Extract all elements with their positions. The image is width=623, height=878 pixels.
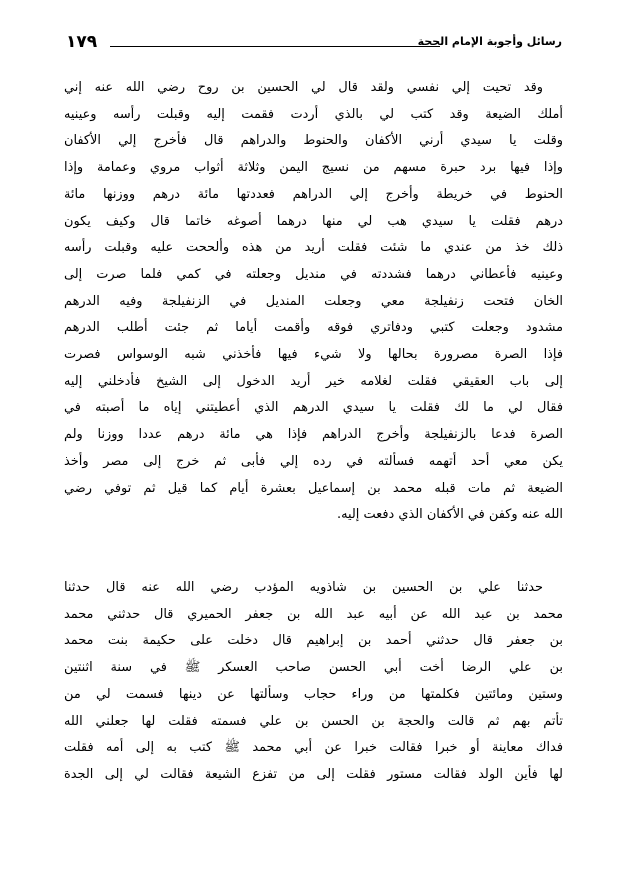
- text-line: إلى باب العقيقي فقلت لغلامه خير أريد الدخول إلى الشيخ فأدخلني إليه: [64, 373, 563, 389]
- header-rule: [110, 46, 440, 47]
- text-line: مشدود وجعلت كتبي ودفاتري فوقه وأقمت أياما ثم جئت أطلب الدرهم: [64, 320, 563, 336]
- text-line: محمد بن عبد الله عن أبيه عبد الله بن جعفر الحميري قال حدثني محمد: [64, 606, 563, 622]
- paragraph-1: [64, 75, 563, 529]
- text-line: الله عنه وكفن في الأكفان الذي دفعت إليه.: [336, 507, 563, 523]
- text-line: الضيعة ثم مات قبله محمد بن إسماعيل بعشرة أيام كما قيل ثم توفي رضي: [64, 480, 563, 496]
- text-line: وإذا فيها برد حبرة مسهم من نسيج اليمن وثلاثة أثواب مروي وعمامة وإذا: [64, 160, 563, 176]
- running-header: [66, 34, 562, 56]
- text-line: الخان فتحت زنفيلجة معي وجعلت المنديل في الزنفيلجة وفيه الدرهم: [64, 293, 563, 309]
- text-line: تأتم بهم ثم قالت والحجة بن الحسن بن علي فسمته فقلت لها جعلني الله: [64, 713, 563, 729]
- text-line: يكن معي أحد أتهمه فسألته في رده إلي فأبى ثم خرج إلى مصر وأخذ: [64, 453, 563, 469]
- text-line: لها فأين الولد فقالت مستور فقلت إلى من تفزع الشيعة فقالت لي إلى الجدة: [64, 766, 563, 782]
- text-line: أملك الضيعة وقد كتب لي بالذي أردت فقمت إليه وقبلت رأسه وعينيه: [64, 106, 563, 122]
- page-number: ١٧٩: [66, 32, 98, 52]
- text-line: بن علي الرضا أخت أبي الحسن صاحب العسكر ﷺ في سنة اثنتين: [64, 660, 563, 676]
- text-line: بن جعفر قال حدثني أحمد بن إبراهيم قال دخلت على حكيمة بنت محمد: [64, 633, 563, 649]
- text-line: ذلك خذ من عندي ما شئت فقلت أريد من هذه وألححت عليه وقبلت رأسه: [64, 240, 563, 256]
- text-line: الصرة فدعا بالزنفيلجة وأخرج الدراهم فإذا هي مائة درهم عددا ووزنا ولم: [64, 427, 563, 443]
- text-line: وقد تحيت إلي نفسي ولقد قال لي الحسين بن روح رضي الله عنه إني: [64, 80, 543, 95]
- text-line: وعينيه فأعطاني درهما فشددته في منديل وجعلته في كمي فلما صرت إلى: [64, 266, 563, 282]
- text-line: درهم فقلت يا سيدي هب لي منها درهما أصوغه خاتما قال وكيف يكون: [64, 213, 563, 229]
- text-line: وستين ومائتين فكلمتها من وراء حجاب وسألتها عن دينها فسمت لي من: [64, 686, 563, 702]
- header-title: رسائل وأجوبة الإمام الحجة: [417, 35, 562, 48]
- text-line: فقال لي ما لك فقلت يا سيدي الدرهم الذي أعطيتني إياه ما أصبته في: [64, 400, 563, 416]
- text-line: فداك معاينة أو خبرا فقالت خبرا عن أبي محمد ﷺ كتب به إلى أمه فقلت: [64, 740, 563, 756]
- text-line: حدثنا علي بن الحسين بن شاذويه المؤدب رضي الله عنه قال حدثنا: [64, 580, 543, 595]
- text-line: وقلت يا سيدي أرني الأكفان والحنوط والدراهم قال فأخرج إلي الأكفان: [64, 133, 563, 149]
- paragraph-2: [64, 575, 563, 789]
- text-line: الحنوط في خريطة وأخرج إلي الدراهم فعددتها مائة درهم ووزنها مائة: [64, 186, 563, 202]
- text-line: فإذا الصرة مصرورة بحالها ولا شيء فيها فأخذني شبه الوسواس فصرت: [64, 347, 563, 363]
